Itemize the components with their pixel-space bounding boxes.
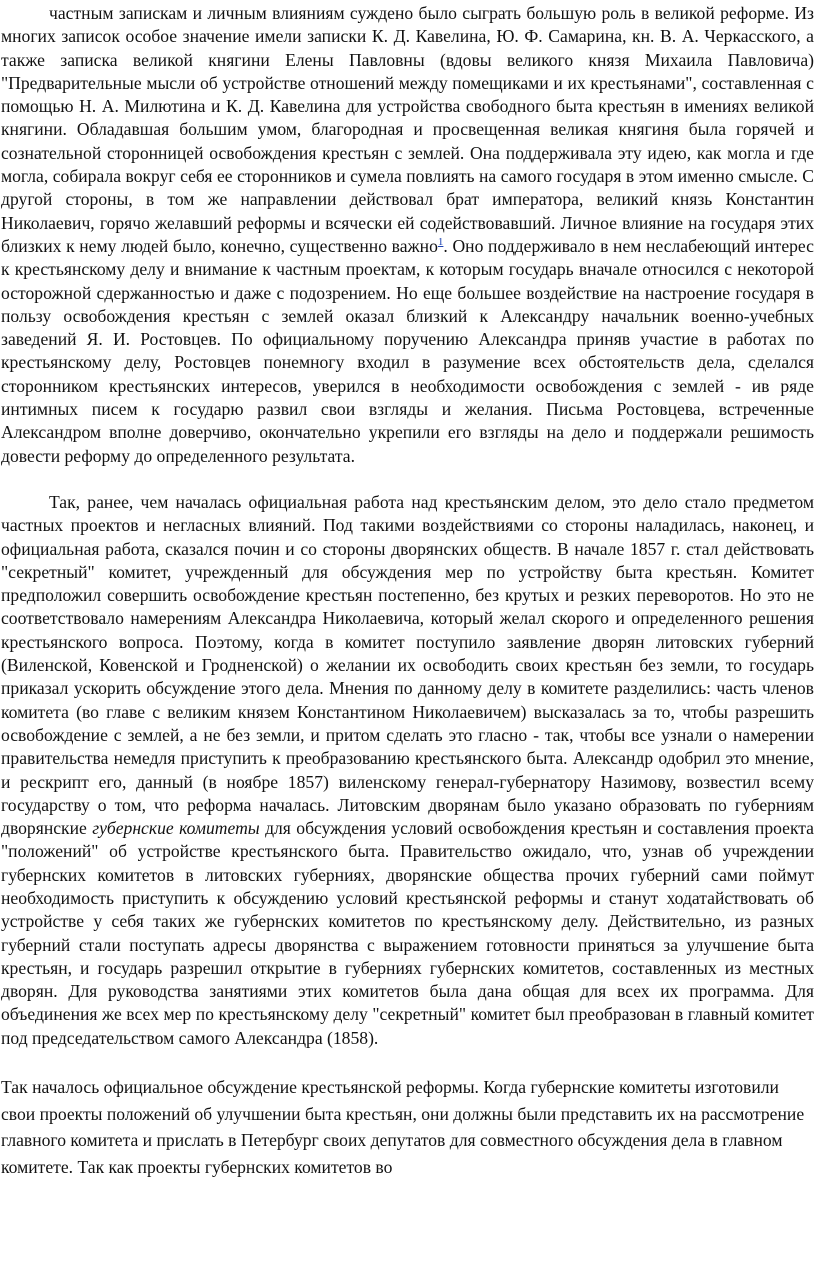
footnote-link[interactable]: 1 (437, 236, 444, 249)
paragraph-2-italic-term: губернские комитеты (92, 818, 260, 839)
paragraph-2-text-b: для обсуждения условий освобождения крестьян и составления проекта "положений" об устройстве крестьянского быта. Правительство ожидало, что, узнав об учреждении губернских комитетов в литовских губерниях, дворянские общества прочих губерний сами поймут необходимость приступить к обсуждению условий крестьянской реформы и станут ходатайствовать об устройстве у себя таких же губернских комитетов по крестьянскому делу. Действительно, из разных губерний стали поступать адресы дворянства с выражением готовности приняться за улучшение быта крестьян, и государь разрешил открытие в губерниях губернских комитетов, составленных из местных дворян. Для руководства занятиями этих комитетов была дана общая для всех их программа. Для объединения же всех мер по крестьянскому делу "секретный" комитет был преобразован в главный комитет под председательством самого Александра (1858). (1, 818, 814, 1048)
paragraph-2 (1, 491, 814, 1050)
paragraph-1-text-b: . Оно поддерживало в нем неслабеющий интерес к крестьянскому делу и внимание к частным проектам, к которым государь вначале относился с некоторой осторожной сдержанностью и даже с подозрением. Но еще большее воздействие на настроение государя в пользу освобождения крестьян с землей оказал близкий к Александру начальник военно-учебных заведений Я. И. Ростовцев. По официальному поручению Александра приняв участие в работах по крестьянскому делу, Ростовцев понемногу входил в разумение всех обстоятельств дела, сделался сторонником крестьянских интересов, уверился в необходимости освобождения с землей - ив ряде интимных писем к государю развил свои взгляды и желания. Письма Ростовцева, встреченные Александром вполне доверчиво, окончательно укрепили его взгляды на дело и поддержали решимость довести реформу до определенного результата. (1, 235, 814, 466)
paragraph-1 (1, 0, 814, 468)
paragraph-3: Так началось официальное обсуждение крестьянской реформы. Когда губернские комитеты изготовили свои проекты положений об улучшении быта крестьян, они должны были представить их на рассмотрение главного комитета и прислать в Петербург своих депутатов для совместного обсуждения дела в главном комитете. Так как проекты губернских комитетов во (1, 1077, 805, 1177)
paragraph-2-text-a: Так, ранее, чем началась официальная работа над крестьянским делом, это дело стало предметом частных проектов и негласных влияний. Под такими воздействиями со стороны наладилась, наконец, и официальная работа, сказался почин и со стороны дворянских обществ. В начале 1857 г. стал действовать "секретный" комитет, учрежденный для обсуждения мер по устройству быта крестьян. Комитет предположил совершить освобождение крестьян постепенно, без крутых и резких переворотов. Но это не соответствовало намерениям Александра Николаевича, который желал скорого и определенного решения крестьянского вопроса. Поэтому, когда в комитет поступило заявление дворян литовских губерний (Виленской, Ковенской и Гродненской) о желании их освободить своих крестьян без земли, то государь приказал ускорить обсуждение этого дела. Мнения по данному делу в комитете разделились: часть членов комитета (во главе с великим князем Константином Николаевичем) высказалась за то, чтобы разрешить освобождение с землей, а не без земли, и притом сделать это гласно - так, чтобы все узнали о намерении правительства немедля приступить к преобразованию крестьянского быта. Александр одобрил это мнение, и рескрипт его, данный (в ноябре 1857) виленскому генерал-губернатору Назимову, возвестил всему государству о том, что реформа началась. Литовским дворянам было указано образовать по губерниям дворянские (1, 491, 814, 839)
paragraph-1-text-a: частным запискам и личным влияниям суждено было сыграть большую роль в великой реформе. Из многих записок особое значение имели записки К. Д. Кавелина, Ю. Ф. Самарина, кн. В. А. Черкасского, а также записка великой княгини Елены Павловны (вдовы великого князя Михаила Павловича) "Предварительные мысли об устройстве отношений между помещиками и их крестьянами", составленная с помощью Н. А. Милютина и К. Д. Кавелина для устройства свободного быта крестьян в имениях великой княгини. Обладавшая большим умом, благородная и просвещенная великая княгиня была горячей и сознательной сторонницей освобождения крестьян с землей. Она поддерживала эту идею, как могла и где могла, собирала вокруг себя ее сторонников и сумела повлиять на самого государя в этом именно смысле. С другой стороны, в том же направлении действовал брат императора, великий князь Константин Николаевич, горячо желавший реформы и всячески ей содействовавший. Личное влияние на государя этих близких к нему людей было, конечно, существенно важно (1, 3, 814, 256)
